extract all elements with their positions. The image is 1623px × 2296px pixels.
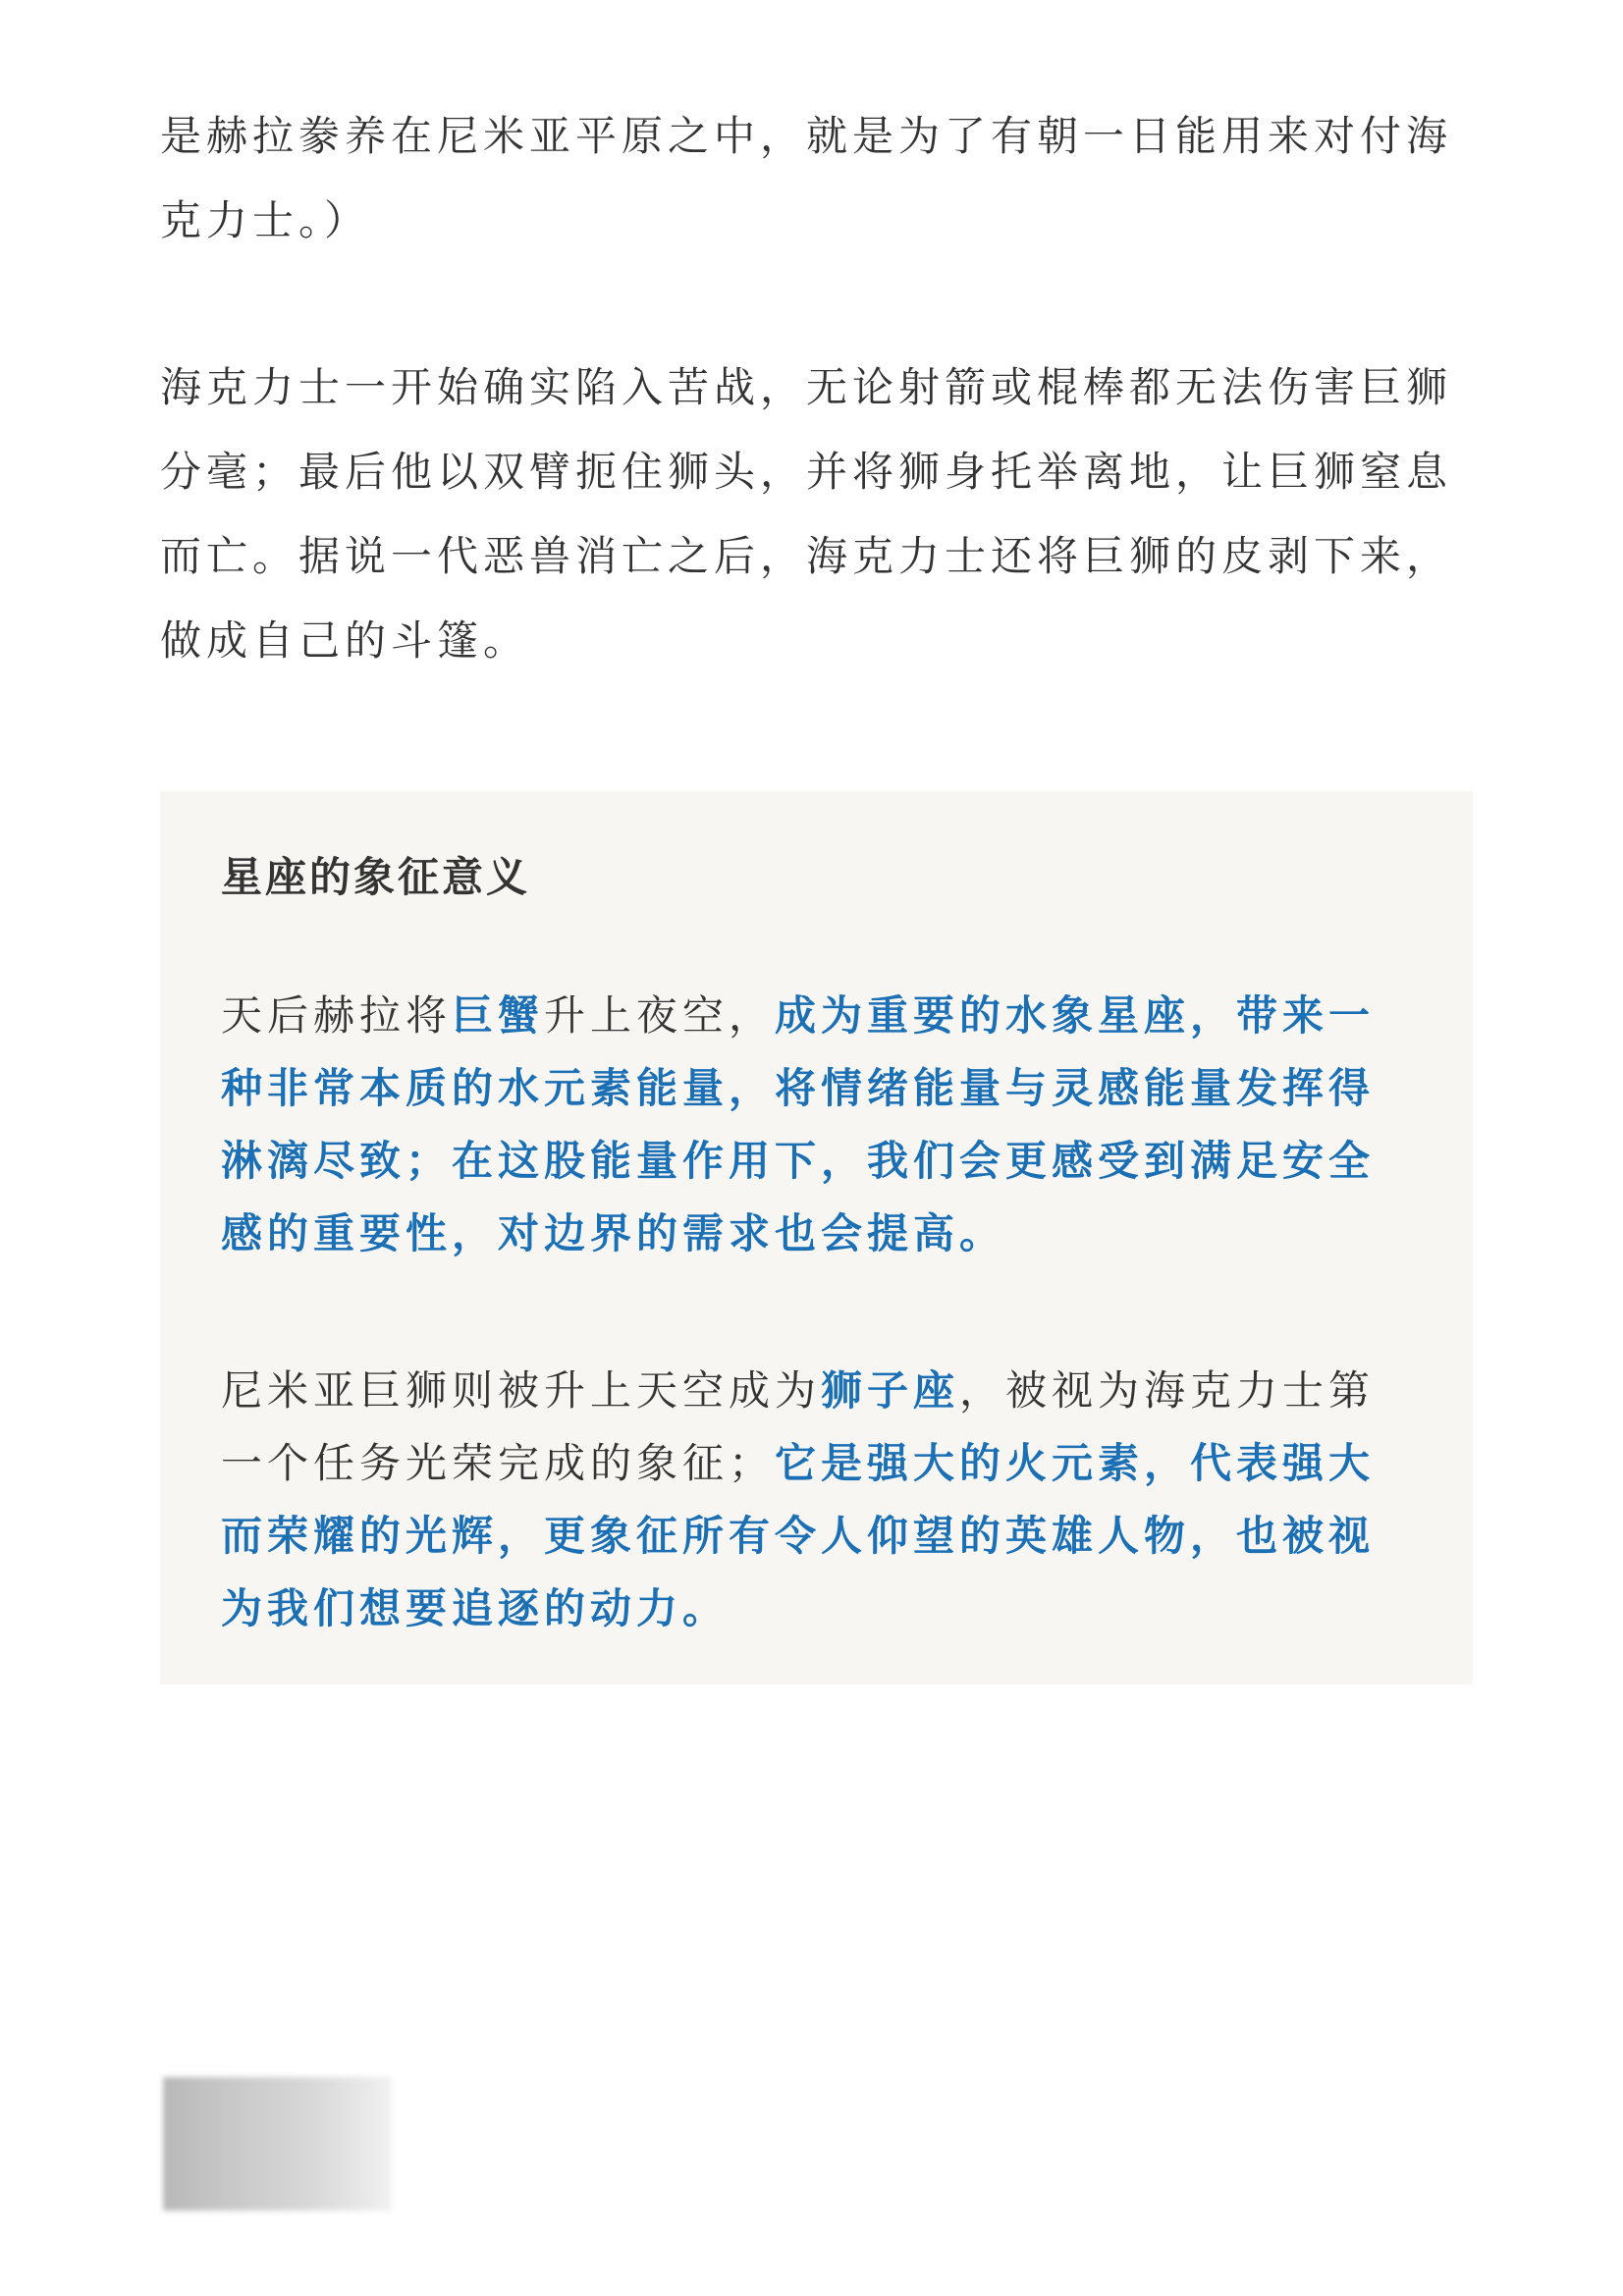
callout-paragraph-leo — [221, 1355, 1417, 1645]
article-paragraph-2: 海克力士一开始确实陷入苦战，无论射箭或棍棒都无法伤害巨狮分毫；最后他以双臂扼住狮头，并将狮身托举离地，让巨狮窒息而亡。据说一代恶兽消亡之后，海克力士还将巨狮的皮剥下来，做成自己的斗篷。 — [160, 363, 1453, 665]
highlight-leo: 狮子座 — [821, 1366, 960, 1415]
callout-text: 升上夜空， — [544, 991, 776, 1040]
callout-text: 尼米亚巨狮则被升上天空成为 — [221, 1366, 822, 1415]
symbolism-callout-box — [160, 791, 1473, 1684]
highlight-fire-element: 它是强大的火元素，代表强大而荣耀的光辉，更象征所有令人仰望的英雄人物，也被视为我们想要追逐的动力。 — [221, 1439, 1376, 1632]
callout-text: ，被视为海克力士第一个任务光荣完成的象征； — [221, 1366, 1376, 1487]
callout-paragraph-cancer — [221, 980, 1417, 1270]
article-paragraph-1: 是赫拉豢养在尼米亚平原之中，就是为了有朝一日能用来对付海克力士。） — [160, 112, 1453, 244]
highlight-cancer: 巨蟹 — [452, 991, 545, 1040]
highlight-water-sign: 成为重要的水象星座，带来一种非常本质的水元素能量，将情绪能量与灵感能量发挥得淋漓尽致；在这股能量作用下，我们会更感受到满足安全感的重要性，对边界的需求也会提高。 — [221, 991, 1376, 1257]
callout-title: 星座的象征意义 — [221, 853, 531, 901]
callout-text: 天后赫拉将 — [221, 991, 453, 1040]
blurred-image-placeholder — [163, 2077, 391, 2211]
